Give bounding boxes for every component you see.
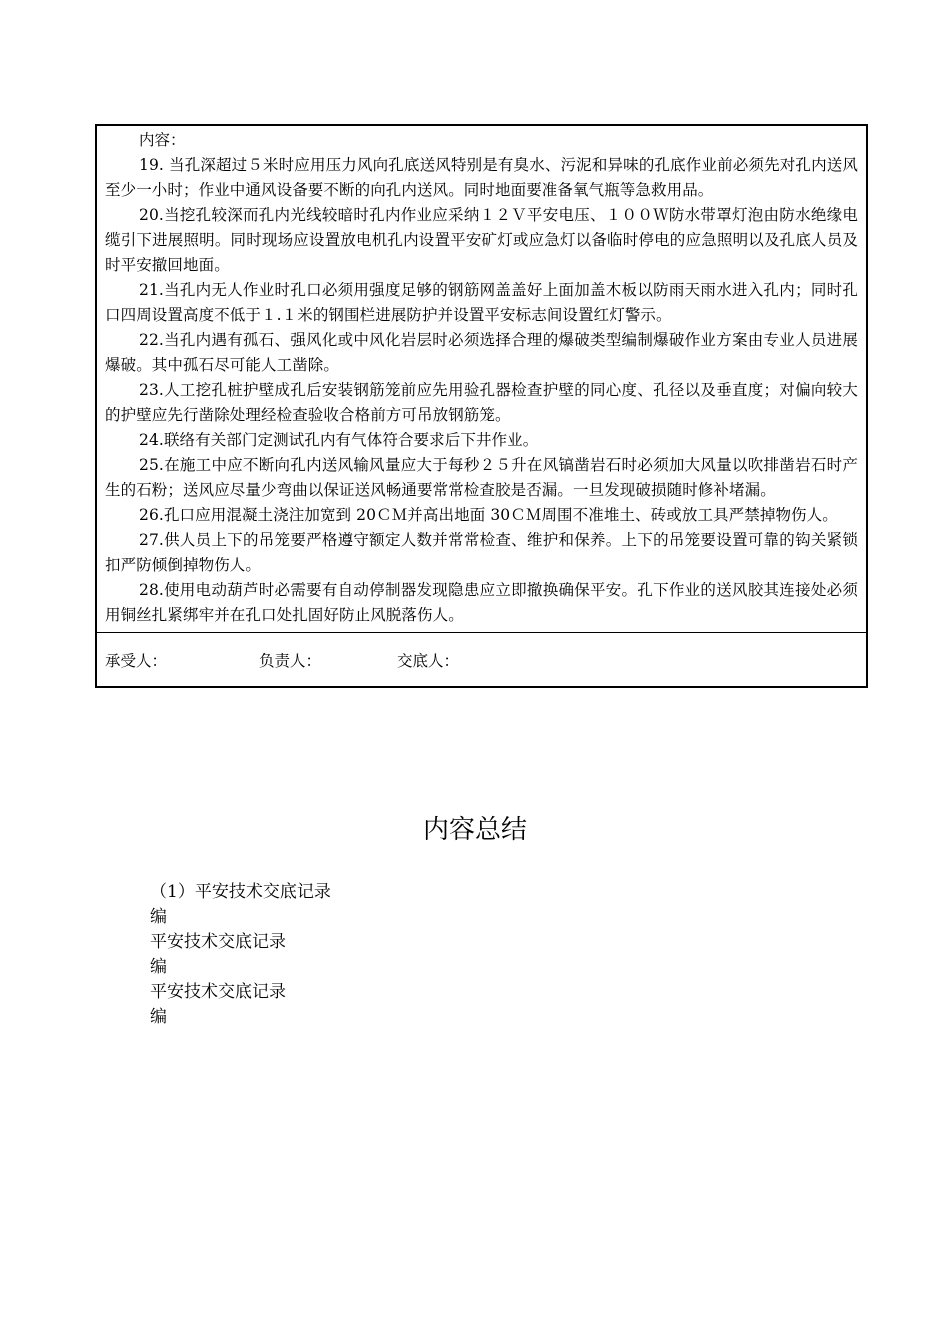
paragraph-21: 21.当孔内无人作业时孔口必须用强度足够的钢筋网盖盖好上面加盖木板以防雨天雨水进入孔内；同时孔口四周设置高度不低于１.１米的钢围栏进展防护并设置平安标志间设置红灯警示。 (105, 281, 858, 324)
summary-line: 平安技术交底记录 (150, 982, 286, 1002)
paragraph-22: 22.当孔内遇有孤石、强风化或中风化岩层时必须选择合理的爆破类型编制爆破作业方案由专业人员进展爆破。其中孤石尽可能人工凿除。 (105, 331, 858, 374)
responsible-label: 负责人： (259, 651, 322, 670)
summary-line: （1）平安技术交底记录 (150, 882, 331, 902)
signature-row (97, 633, 866, 686)
paragraph-25: 25.在施工中应不断向孔内送风输风量应大于每秒２５升在风镐凿岩石时必须加大风量以吹排凿岩石时产生的石粉；送风应尽量少弯曲以保证送风畅通要常常检查胶是否漏。一旦发现破损随时修补堵漏。 (105, 456, 858, 499)
paragraph-28: 28.使用电动葫芦时必需要有自动停制器发现隐患应立即撤换确保平安。孔下作业的送风胶其连接处必须用铜丝扎紧绑牢并在孔口处扎固好防止风脱落伤人。 (105, 581, 858, 624)
presenter-label: 交底人： (397, 651, 460, 670)
receiver-label: 承受人： (105, 651, 168, 670)
paragraph-20: 20.当挖孔较深而孔内光线较暗时孔内作业应采纳１２Ｖ平安电压、１００Ｗ防水带罩灯泡由防水绝缘电缆引下进展照明。同时现场应设置放电机孔内设置平安矿灯或应急灯以备临时停电的应急照明以及孔底人员及时平安撤回地面。 (105, 206, 858, 274)
summary-line: 编 (150, 957, 167, 977)
paragraph-26: 26.孔口应用混凝土浇注加宽到 20ＣＭ并高出地面 30ＣＭ周围不准堆土、砖或放工具严禁掉物伤人。 (139, 506, 838, 524)
summary-line: 编 (150, 907, 167, 927)
summary-list (150, 880, 331, 1030)
content-label: 内容： (139, 131, 186, 149)
paragraph-24: 24.联络有关部门定测试孔内有气体符合要求后下井作业。 (139, 431, 539, 449)
paragraph-27: 27.供人员上下的吊笼要严格遵守额定人数并常常检查、维护和保养。上下的吊笼要设置可靠的钩关紧锁扣严防倾倒掉物伤人。 (105, 531, 858, 574)
summary-line: 平安技术交底记录 (150, 932, 286, 952)
summary-line: 编 (150, 1007, 167, 1027)
paragraph-19: 19. 当孔深超过５米时应用压力风向孔底送风特别是有臭水、污泥和异味的孔底作业前必须先对孔内送风至少一小时；作业中通风设备要不断的向孔内送风。同时地面要准备氧气瓶等急救用品。 (105, 156, 858, 199)
summary-title: 内容总结 (422, 815, 527, 845)
content-cell (97, 126, 866, 633)
safety-disclosure-record-box (95, 124, 868, 688)
paragraph-23: 23.人工挖孔桩护壁成孔后安装钢筋笼前应先用验孔器检查护壁的同心度、孔径以及垂直度；对偏向较大的护壁应先行凿除处理经检查验收合格前方可吊放钢筋笼。 (105, 381, 858, 424)
